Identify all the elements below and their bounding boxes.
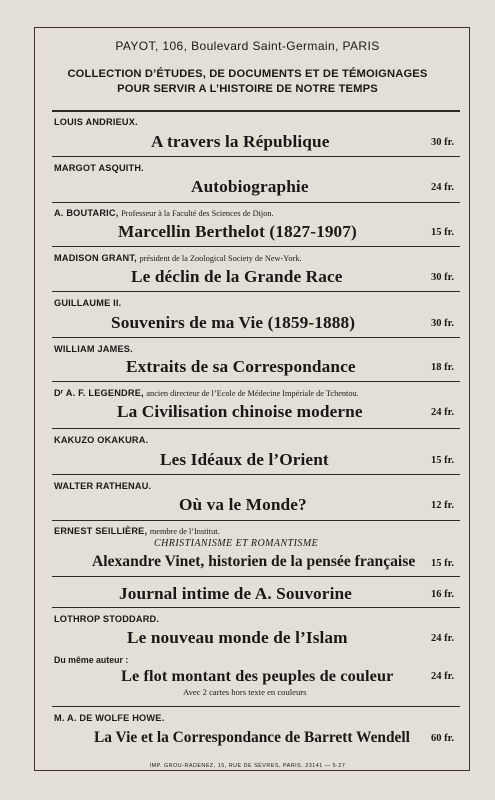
entry-price: 24 fr. <box>431 182 454 193</box>
entry-price: 30 fr. <box>431 272 454 283</box>
entry-title: Les Idéaux de l’Orient <box>160 450 329 469</box>
entry-author: GUILLAUME II. <box>54 298 122 308</box>
entry-rule <box>52 474 460 475</box>
entry-rule <box>52 576 460 577</box>
publisher-line: PAYOT, 106, Boulevard Saint-Germain, PARIS <box>115 39 380 53</box>
entry-price: 60 fr. <box>431 733 454 744</box>
entry-rule <box>52 337 460 338</box>
entry-title: Le déclin de la Grande Race <box>131 267 343 286</box>
collection-line-2: POUR SERVIR A L’HISTOIRE DE NOTRE TEMPS <box>117 83 378 95</box>
entry-author: KAKUZO OKAKURA. <box>54 435 149 445</box>
entry-price: 30 fr. <box>431 137 454 148</box>
entry-price: 24 fr. <box>431 633 454 644</box>
entry-author: WALTER RATHENAU. <box>54 481 152 491</box>
entry-title: Où va le Monde? <box>179 495 307 514</box>
entry-title: Autobiographie <box>191 177 309 196</box>
entry-price: 16 fr. <box>431 589 454 600</box>
maps-note: Avec 2 cartes hors texte en couleurs <box>183 687 307 697</box>
entry-author: M. A. DE WOLFE HOWE. <box>54 713 165 723</box>
collection-heading <box>56 67 439 97</box>
entry-price: 24 fr. <box>431 407 454 418</box>
printer-imprint: IMP. GROU-RADENEZ, 15, RUE DE SÈVRES, PARIS. 23141 — 5-27 <box>149 763 346 769</box>
entry-author: LOUIS ANDRIEUX. <box>54 117 138 127</box>
entry-author: ERNEST SEILLIÈRE, membre de l’Institut. <box>54 526 220 536</box>
entry-title: Marcellin Berthelot (1827-1907) <box>118 222 357 241</box>
entry-title: Le nouveau monde de l’Islam <box>127 628 348 647</box>
entry-rule <box>52 246 460 247</box>
same-author-note: Du même auteur : <box>54 655 129 665</box>
entry-author: MADISON GRANT, président de la Zoological Society de New-York. <box>54 253 302 263</box>
entry-author: WILLIAM JAMES. <box>54 344 133 354</box>
entry-rule <box>52 156 460 157</box>
entry-author: LOTHROP STODDARD. <box>54 614 160 624</box>
entry-rule <box>52 428 460 429</box>
entry-author: Dʳ A. F. LEGENDRE, ancien directeur de l’Ecole de Médecine Impériale de Tchentou. <box>54 388 359 398</box>
entry-rule <box>52 381 460 382</box>
entry-title: La Vie et la Correspondance de Barrett Wendell <box>94 729 410 746</box>
entry-title: La Civilisation chinoise moderne <box>117 402 363 421</box>
entry-rule <box>52 291 460 292</box>
entry-rule <box>52 520 460 521</box>
collection-line-1: COLLECTION D’ÉTUDES, DE DOCUMENTS ET DE TÉMOIGNAGES <box>67 68 428 80</box>
entry-price: 15 fr. <box>431 558 454 569</box>
entry-price-secondary: 24 fr. <box>431 671 454 682</box>
entry-title-secondary: Le flot montant des peuples de couleur <box>121 666 394 685</box>
series-title: CHRISTIANISME ET ROMANTISME <box>154 538 319 549</box>
entry-title: A travers la République <box>151 132 330 151</box>
entry-author: MARGOT ASQUITH. <box>54 163 144 173</box>
entry-price: 30 fr. <box>431 318 454 329</box>
entry-title: Journal intime de A. Souvorine <box>119 584 352 603</box>
entry-title: Extraits de sa Correspondance <box>126 357 356 376</box>
entry-title: Souvenirs de ma Vie (1859-1888) <box>111 313 356 332</box>
entry-rule <box>52 607 460 608</box>
entry-price: 15 fr. <box>431 455 454 466</box>
header-rule <box>52 110 460 112</box>
entry-price: 18 fr. <box>431 362 454 373</box>
entry-price: 12 fr. <box>431 500 454 511</box>
entry-price: 15 fr. <box>431 227 454 238</box>
entry-rule <box>52 706 460 707</box>
entry-rule <box>52 202 460 203</box>
entry-author: A. BOUTARIC, Professeur à la Faculté des Sciences de Dijon. <box>54 208 274 218</box>
entry-title: Alexandre Vinet, historien de la pensée française <box>92 553 416 570</box>
